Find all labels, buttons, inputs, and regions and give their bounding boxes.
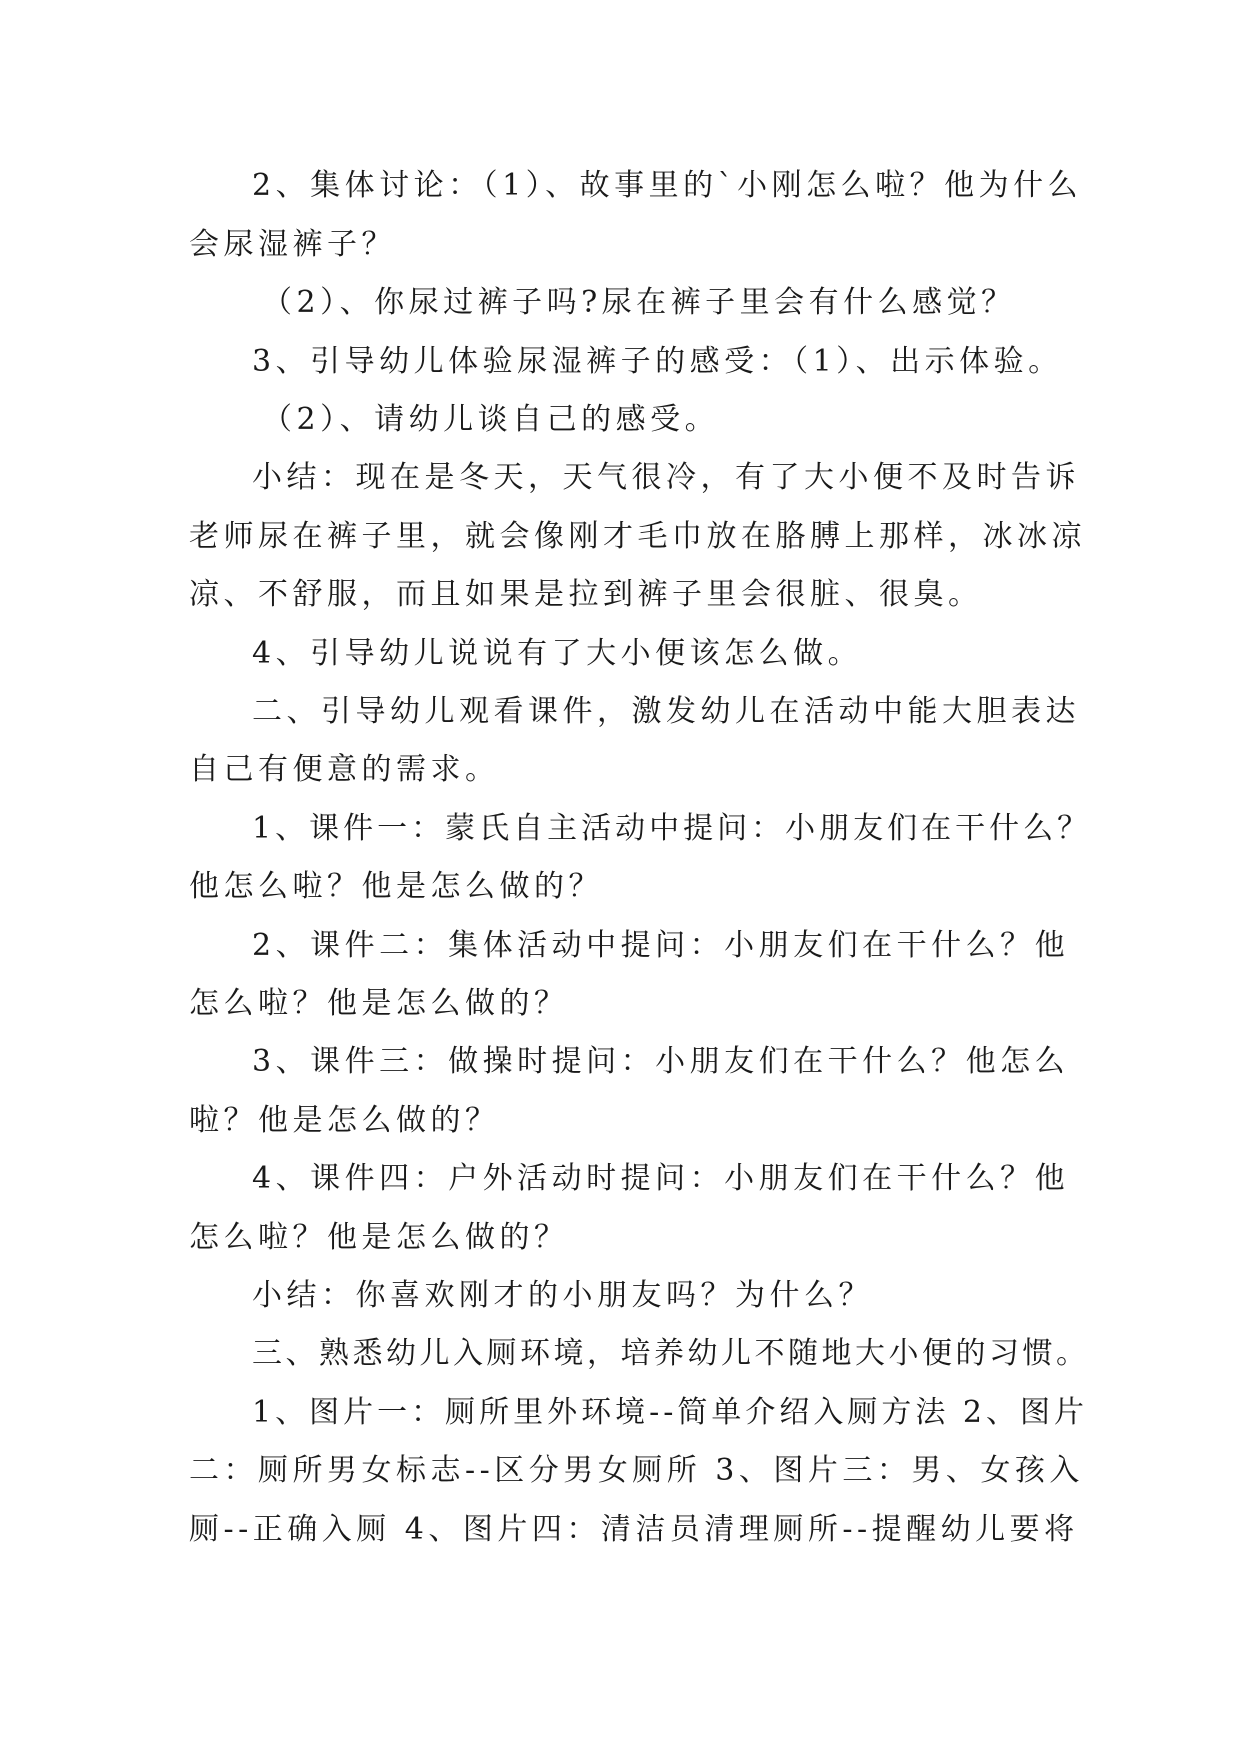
text-line: 3、课件三：做操时提问：小朋友们在干什么？他怎么 xyxy=(252,1044,1070,1079)
text-line: 小结：现在是冬天，天气很冷，有了大小便不及时告诉 xyxy=(252,460,1080,495)
text-line: 二、引导幼儿观看课件，激发幼儿在活动中能大胆表达 xyxy=(252,694,1080,729)
text-line: 厕--正确入厕 4、图片四：清洁员清理厕所--提醒幼儿要将 xyxy=(189,1512,1079,1547)
text-line: 凉、不舒服，而且如果是拉到裤子里会很脏、很臭。 xyxy=(189,577,983,612)
text-line: 二：厕所男女标志--区分男女厕所 3、图片三：男、女孩入 xyxy=(189,1453,1084,1488)
text-line: 1、图片一：厕所里外环境--简单介绍入厕方法 2、图片 xyxy=(252,1395,1088,1430)
text-line: 老师尿在裤子里，就会像刚才毛巾放在胳膊上那样，冰冰凉 xyxy=(189,519,1086,554)
text-line: 4、课件四：户外活动时提问：小朋友们在干什么？他 xyxy=(252,1161,1070,1196)
text-line: 2、课件二：集体活动中提问：小朋友们在干什么？他 xyxy=(252,928,1070,963)
text-line: （2）、你尿过裤子吗?尿在裤子里会有什么感觉？ xyxy=(262,285,1016,320)
text-line: 小结：你喜欢刚才的小朋友吗？为什么？ xyxy=(252,1278,873,1313)
text-line: 4、引导幼儿说说有了大小便该怎么做。 xyxy=(252,636,863,671)
text-line: 怎么啦？他是怎么做的？ xyxy=(189,1220,569,1255)
text-line: 啦？他是怎么做的？ xyxy=(189,1103,500,1138)
text-line: （2）、请幼儿谈自己的感受。 xyxy=(262,402,720,437)
text-line: 3、引导幼儿体验尿湿裤子的感受：（1）、出示体验。 xyxy=(252,344,1063,379)
text-line: 会尿湿裤子？ xyxy=(189,227,396,262)
text-line: 1、课件一：蒙氏自主活动中提问：小朋友们在干什么？ xyxy=(252,811,1092,846)
text-line: 自己有便意的需求。 xyxy=(189,752,500,787)
text-line: 2、集体讨论：（1）、故事里的`小刚怎么啦？他为什么 xyxy=(252,168,1083,203)
text-line: 三、熟悉幼儿入厕环境，培养幼儿不随地大小便的习惯。 xyxy=(252,1336,1090,1371)
text-line: 怎么啦？他是怎么做的？ xyxy=(189,986,569,1021)
text-line: 他怎么啦？他是怎么做的？ xyxy=(189,869,603,904)
